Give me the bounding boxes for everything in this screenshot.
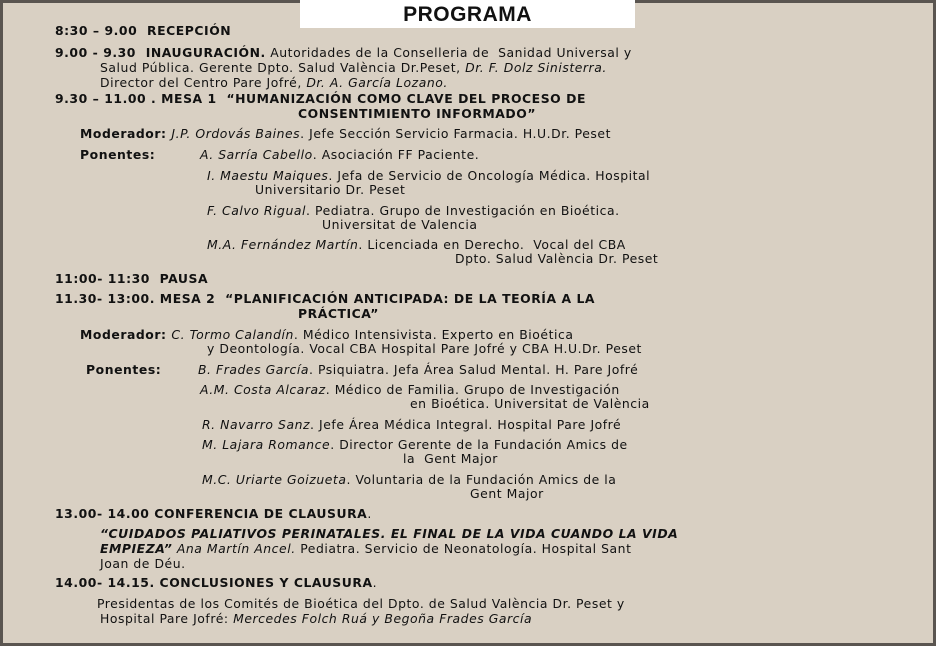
line-text: Dpto. Salud València Dr. Peset bbox=[455, 251, 659, 266]
program-line bbox=[55, 91, 586, 106]
line-text: R. Navarro Sanz bbox=[202, 417, 311, 432]
line-text: 9.00 - 9.30 INAUGURACIÓN. bbox=[55, 45, 266, 60]
line-text: Joan de Déu. bbox=[100, 556, 186, 571]
line-text: Director del Centro Pare Jofré, bbox=[100, 75, 307, 90]
program-line bbox=[200, 147, 479, 162]
line-text: Universitario Dr. Peset bbox=[255, 182, 406, 197]
line-text: EMPIEZA” bbox=[100, 541, 173, 556]
line-text: Moderador: bbox=[80, 327, 172, 342]
line-text: 11:00- 11:30 PAUSA bbox=[55, 271, 209, 286]
program-line bbox=[470, 486, 544, 501]
line-text: . Médico Intensivista. Experto en Bioética bbox=[293, 327, 574, 342]
line-text: Ana Martín Ancel. bbox=[172, 541, 296, 556]
line-text: 13.00- 14.00 CONFERENCIA DE CLAUSURA bbox=[55, 506, 368, 521]
program-line bbox=[207, 237, 626, 252]
program-line bbox=[403, 451, 498, 466]
line-text: Moderador: bbox=[80, 126, 172, 141]
line-text: Dr. F. Dolz Sinisterra. bbox=[465, 60, 607, 75]
line-text: M.A. Fernández Martín bbox=[207, 237, 359, 252]
program-line bbox=[55, 506, 372, 521]
line-text: en Bioética. Universitat de València bbox=[410, 396, 650, 411]
line-text: Pediatra. Servicio de Neonatología. Hospital Sant bbox=[295, 541, 632, 556]
program-line bbox=[80, 147, 155, 162]
line-text: Autoridades de la Conselleria de Sanidad Universal y bbox=[265, 45, 632, 60]
line-text: 14.00- 14.15. CONCLUSIONES Y CLAUSURA bbox=[55, 575, 373, 590]
line-text: la Gent Major bbox=[403, 451, 498, 466]
program-line bbox=[322, 217, 478, 232]
program-line bbox=[100, 60, 607, 75]
program-line bbox=[207, 203, 620, 218]
line-text: Ponentes: bbox=[80, 147, 156, 162]
line-text: “CUIDADOS PALIATIVOS PERINATALES. EL FINAL DE LA VIDA CUANDO LA VIDA bbox=[100, 526, 679, 541]
line-text: . bbox=[372, 575, 378, 590]
line-text: PRÁCTICA” bbox=[298, 306, 380, 321]
line-text: Hospital Pare Jofré: bbox=[100, 611, 234, 626]
line-text: . Pediatra. Grupo de Investigación en Bioética. bbox=[306, 203, 620, 218]
program-line bbox=[55, 291, 595, 306]
line-text: Presidentas de los Comités de Bioética del Dpto. de Salud València Dr. Peset y bbox=[97, 596, 625, 611]
program-line bbox=[255, 182, 405, 197]
line-text: . Director Gerente de la Fundación Amics de bbox=[330, 437, 628, 452]
program-line bbox=[202, 437, 628, 452]
line-text: . Jefa de Servicio de Oncología Médica. Hospital bbox=[328, 168, 651, 183]
line-text: Mercedes Folch Ruá y Begoña Frades García bbox=[233, 611, 533, 626]
line-text: CONSENTIMIENTO INFORMADO” bbox=[298, 106, 537, 121]
program-line bbox=[207, 168, 650, 183]
line-text: . Médico de Familia. Grupo de Investigación bbox=[325, 382, 620, 397]
program-line bbox=[298, 106, 536, 121]
program-line bbox=[100, 541, 632, 556]
program-line bbox=[55, 271, 208, 286]
program-line bbox=[455, 251, 658, 266]
program-line bbox=[100, 556, 186, 571]
line-text: Salud Pública. Gerente Dpto. Salud València Dr.Peset, bbox=[100, 60, 466, 75]
line-text: . Licenciada en Derecho. Vocal del CBA bbox=[358, 237, 626, 252]
program-line bbox=[80, 327, 574, 342]
line-text: 9.30 – 11.00 . MESA 1 “HUMANIZACIÓN COMO CLAVE DEL PROCESO DE bbox=[55, 91, 586, 106]
program-line bbox=[97, 596, 625, 611]
program-line bbox=[207, 341, 642, 356]
program-line bbox=[55, 45, 632, 60]
program-line bbox=[410, 396, 650, 411]
line-text: 8:30 – 9.00 RECEPCIÓN bbox=[55, 23, 232, 38]
line-text: . bbox=[367, 506, 372, 521]
line-text: A.M. Costa Alcaraz bbox=[200, 382, 326, 397]
line-text: C. Tormo Calandín bbox=[171, 327, 294, 342]
line-text: Gent Major bbox=[470, 486, 544, 501]
program-line bbox=[86, 362, 161, 377]
line-text: . Jefe Sección Servicio Farmacia. H.U.Dr. Peset bbox=[300, 126, 612, 141]
line-text: Ponentes: bbox=[86, 362, 162, 377]
program-line bbox=[80, 126, 611, 141]
program-line bbox=[55, 575, 377, 590]
program-line bbox=[198, 362, 638, 377]
line-text: M.C. Uriarte Goizueta bbox=[202, 472, 347, 487]
line-text: A. Sarría Cabello bbox=[200, 147, 313, 162]
line-text: Universitat de Valencia bbox=[322, 217, 478, 232]
program-line bbox=[100, 526, 678, 541]
program-line bbox=[298, 306, 379, 321]
line-text: I. Maestu Maiques bbox=[207, 168, 329, 183]
line-text: Dr. A. García Lozano. bbox=[306, 75, 448, 90]
line-text: J.P. Ordovás Baines bbox=[171, 126, 301, 141]
line-text: . Asociación FF Paciente. bbox=[312, 147, 480, 162]
line-text: . Voluntaria de la Fundación Amics de la bbox=[346, 472, 617, 487]
program-line bbox=[200, 382, 620, 397]
line-text: . Psiquiatra. Jefa Área Salud Mental. H. Pare Jofré bbox=[309, 362, 639, 377]
program-line bbox=[100, 75, 448, 90]
line-text: . Jefe Área Médica Integral. Hospital Pare Jofré bbox=[310, 417, 622, 432]
line-text: B. Frades García bbox=[198, 362, 310, 377]
program-line bbox=[55, 23, 231, 38]
program-line bbox=[202, 472, 616, 487]
page-title: PROGRAMA bbox=[300, 0, 635, 28]
program-line bbox=[100, 611, 532, 626]
line-text: 11.30- 13:00. MESA 2 “PLANIFICACIÓN ANTICIPADA: DE LA TEORÍA A LA bbox=[55, 291, 596, 306]
line-text: F. Calvo Rigual bbox=[207, 203, 307, 218]
line-text: M. Lajara Romance bbox=[202, 437, 331, 452]
line-text: y Deontología. Vocal CBA Hospital Pare Jofré y CBA H.U.Dr. Peset bbox=[207, 341, 642, 356]
program-line bbox=[202, 417, 621, 432]
